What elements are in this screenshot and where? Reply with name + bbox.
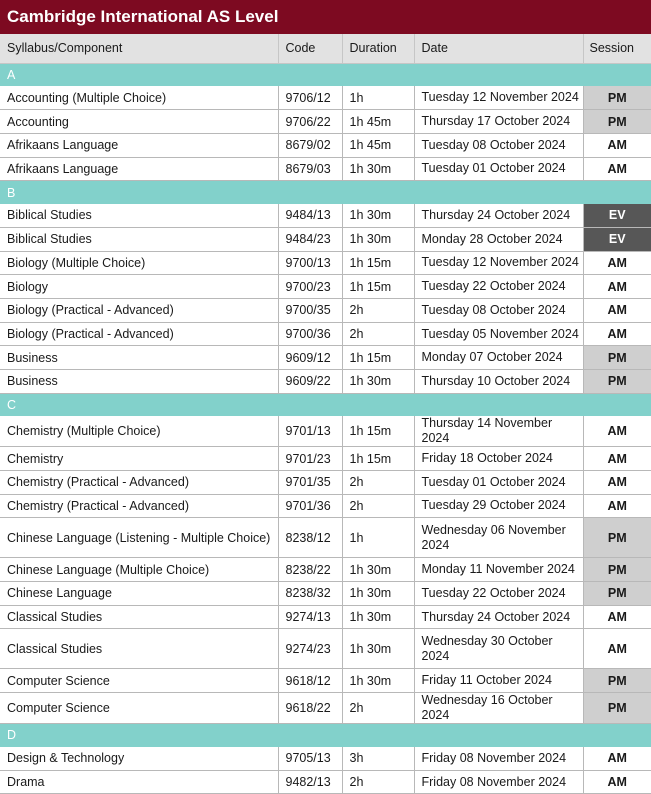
- group-header-row: [0, 181, 651, 204]
- syllabus-cell: Computer Science: [0, 669, 278, 693]
- table-row: [0, 157, 651, 181]
- syllabus-cell: Design & Technology: [0, 747, 278, 771]
- syllabus-cell: Business: [0, 346, 278, 370]
- session-badge: EV: [583, 204, 651, 228]
- duration-cell: 2h: [342, 322, 414, 346]
- duration-cell: 1h 15m: [342, 346, 414, 370]
- session-badge: PM: [583, 518, 651, 558]
- syllabus-cell: Biblical Studies: [0, 204, 278, 228]
- syllabus-cell: Chemistry (Multiple Choice): [0, 416, 278, 447]
- syllabus-cell: Afrikaans Language: [0, 133, 278, 157]
- table-row: [0, 470, 651, 494]
- syllabus-cell: Biology: [0, 275, 278, 299]
- date-cell: Monday 28 October 2024: [414, 227, 583, 251]
- table-row: [0, 322, 651, 346]
- table-row: [0, 133, 651, 157]
- header-date: Date: [414, 34, 583, 63]
- table-row: [0, 747, 651, 771]
- syllabus-cell: Chemistry (Practical - Advanced): [0, 470, 278, 494]
- date-cell: Tuesday 05 November 2024: [414, 322, 583, 346]
- duration-cell: 2h: [342, 299, 414, 323]
- code-cell: 9609/22: [278, 370, 342, 394]
- code-cell: 9274/13: [278, 605, 342, 629]
- session-badge: PM: [583, 558, 651, 582]
- session-badge: PM: [583, 346, 651, 370]
- session-badge: AM: [583, 416, 651, 447]
- session-badge: AM: [583, 747, 651, 771]
- table-row: [0, 629, 651, 669]
- group-letter: C: [0, 393, 651, 416]
- timetable-body: [0, 63, 651, 794]
- session-badge: AM: [583, 770, 651, 794]
- syllabus-cell: Biology (Multiple Choice): [0, 251, 278, 275]
- session-badge: AM: [583, 494, 651, 518]
- session-badge: AM: [583, 157, 651, 181]
- code-cell: 9701/36: [278, 494, 342, 518]
- code-cell: 9700/13: [278, 251, 342, 275]
- code-cell: 9484/23: [278, 227, 342, 251]
- duration-cell: 1h 30m: [342, 629, 414, 669]
- session-badge: AM: [583, 605, 651, 629]
- table-row: [0, 558, 651, 582]
- duration-cell: 2h: [342, 770, 414, 794]
- syllabus-cell: Business: [0, 370, 278, 394]
- code-cell: 8238/32: [278, 582, 342, 606]
- syllabus-cell: Afrikaans Language: [0, 157, 278, 181]
- table-row: [0, 346, 651, 370]
- session-badge: AM: [583, 299, 651, 323]
- date-cell: Wednesday 30 October 2024: [414, 629, 583, 669]
- duration-cell: 3h: [342, 747, 414, 771]
- session-badge: EV: [583, 227, 651, 251]
- group-letter: B: [0, 181, 651, 204]
- duration-cell: 1h 30m: [342, 582, 414, 606]
- duration-cell: 1h 15m: [342, 447, 414, 471]
- session-badge: AM: [583, 322, 651, 346]
- duration-cell: 1h 45m: [342, 110, 414, 134]
- syllabus-cell: Computer Science: [0, 693, 278, 724]
- date-cell: Tuesday 01 October 2024: [414, 157, 583, 181]
- date-cell: Tuesday 29 October 2024: [414, 494, 583, 518]
- code-cell: 9701/13: [278, 416, 342, 447]
- date-cell: Monday 07 October 2024: [414, 346, 583, 370]
- syllabus-cell: Classical Studies: [0, 629, 278, 669]
- session-badge: PM: [583, 669, 651, 693]
- code-cell: 9618/12: [278, 669, 342, 693]
- session-badge: AM: [583, 133, 651, 157]
- duration-cell: 1h 30m: [342, 605, 414, 629]
- code-cell: 9700/36: [278, 322, 342, 346]
- session-badge: AM: [583, 275, 651, 299]
- duration-cell: 1h: [342, 86, 414, 110]
- syllabus-cell: Chinese Language: [0, 582, 278, 606]
- duration-cell: 1h 30m: [342, 157, 414, 181]
- exam-timetable: [0, 34, 651, 794]
- header-code: Code: [278, 34, 342, 63]
- table-row: [0, 447, 651, 471]
- date-cell: Monday 11 November 2024: [414, 558, 583, 582]
- date-cell: Thursday 24 October 2024: [414, 204, 583, 228]
- session-badge: PM: [583, 693, 651, 724]
- duration-cell: 1h: [342, 518, 414, 558]
- code-cell: 8679/02: [278, 133, 342, 157]
- duration-cell: 1h 30m: [342, 204, 414, 228]
- syllabus-cell: Chemistry: [0, 447, 278, 471]
- code-cell: 9701/23: [278, 447, 342, 471]
- table-row: [0, 770, 651, 794]
- date-cell: Friday 08 November 2024: [414, 747, 583, 771]
- table-row: [0, 86, 651, 110]
- syllabus-cell: Accounting (Multiple Choice): [0, 86, 278, 110]
- group-letter: A: [0, 63, 651, 86]
- group-header-row: [0, 393, 651, 416]
- duration-cell: 1h 45m: [342, 133, 414, 157]
- session-badge: PM: [583, 370, 651, 394]
- header-syllabus: Syllabus/Component: [0, 34, 278, 63]
- code-cell: 9705/13: [278, 747, 342, 771]
- group-header-row: [0, 63, 651, 86]
- code-cell: 8238/12: [278, 518, 342, 558]
- duration-cell: 1h 30m: [342, 669, 414, 693]
- session-badge: AM: [583, 251, 651, 275]
- code-cell: 9484/13: [278, 204, 342, 228]
- syllabus-cell: Chemistry (Practical - Advanced): [0, 494, 278, 518]
- date-cell: Tuesday 01 October 2024: [414, 470, 583, 494]
- table-row: [0, 251, 651, 275]
- date-cell: Thursday 24 October 2024: [414, 605, 583, 629]
- date-cell: Friday 11 October 2024: [414, 669, 583, 693]
- code-cell: 9274/23: [278, 629, 342, 669]
- code-cell: 9700/35: [278, 299, 342, 323]
- code-cell: 9700/23: [278, 275, 342, 299]
- date-cell: Thursday 14 November 2024: [414, 416, 583, 447]
- syllabus-cell: Accounting: [0, 110, 278, 134]
- date-cell: Friday 18 October 2024: [414, 447, 583, 471]
- duration-cell: 1h 15m: [342, 416, 414, 447]
- date-cell: Wednesday 16 October 2024: [414, 693, 583, 724]
- date-cell: Thursday 17 October 2024: [414, 110, 583, 134]
- duration-cell: 2h: [342, 693, 414, 724]
- date-cell: Tuesday 22 October 2024: [414, 582, 583, 606]
- code-cell: 9706/22: [278, 110, 342, 134]
- date-cell: Tuesday 12 November 2024: [414, 251, 583, 275]
- table-row: [0, 693, 651, 724]
- date-cell: Thursday 10 October 2024: [414, 370, 583, 394]
- table-row: [0, 275, 651, 299]
- syllabus-cell: Chinese Language (Multiple Choice): [0, 558, 278, 582]
- code-cell: 9701/35: [278, 470, 342, 494]
- session-badge: AM: [583, 629, 651, 669]
- duration-cell: 2h: [342, 470, 414, 494]
- syllabus-cell: Classical Studies: [0, 605, 278, 629]
- duration-cell: 1h 30m: [342, 370, 414, 394]
- duration-cell: 1h 30m: [342, 227, 414, 251]
- date-cell: Tuesday 08 October 2024: [414, 133, 583, 157]
- table-row: [0, 518, 651, 558]
- date-cell: Tuesday 12 November 2024: [414, 86, 583, 110]
- date-cell: Wednesday 06 November 2024: [414, 518, 583, 558]
- syllabus-cell: Biblical Studies: [0, 227, 278, 251]
- session-badge: PM: [583, 582, 651, 606]
- table-row: [0, 582, 651, 606]
- code-cell: 9482/13: [278, 770, 342, 794]
- table-row: [0, 204, 651, 228]
- session-badge: PM: [583, 110, 651, 134]
- duration-cell: 2h: [342, 494, 414, 518]
- table-row: [0, 299, 651, 323]
- header-row: [0, 34, 651, 63]
- duration-cell: 1h 15m: [342, 275, 414, 299]
- header-session: Session: [583, 34, 651, 63]
- syllabus-cell: Chinese Language (Listening - Multiple Choice): [0, 518, 278, 558]
- code-cell: 9706/12: [278, 86, 342, 110]
- code-cell: 8679/03: [278, 157, 342, 181]
- table-row: [0, 416, 651, 447]
- group-letter: D: [0, 724, 651, 747]
- duration-cell: 1h 15m: [342, 251, 414, 275]
- date-cell: Friday 08 November 2024: [414, 770, 583, 794]
- session-badge: PM: [583, 86, 651, 110]
- table-row: [0, 669, 651, 693]
- duration-cell: 1h 30m: [342, 558, 414, 582]
- session-badge: AM: [583, 470, 651, 494]
- code-cell: 9609/12: [278, 346, 342, 370]
- code-cell: 9618/22: [278, 693, 342, 724]
- date-cell: Tuesday 22 October 2024: [414, 275, 583, 299]
- syllabus-cell: Biology (Practical - Advanced): [0, 299, 278, 323]
- page-title: Cambridge International AS Level: [0, 0, 651, 34]
- table-row: [0, 370, 651, 394]
- syllabus-cell: Drama: [0, 770, 278, 794]
- table-row: [0, 110, 651, 134]
- code-cell: 8238/22: [278, 558, 342, 582]
- session-badge: AM: [583, 447, 651, 471]
- date-cell: Tuesday 08 October 2024: [414, 299, 583, 323]
- table-row: [0, 605, 651, 629]
- header-duration: Duration: [342, 34, 414, 63]
- table-row: [0, 227, 651, 251]
- syllabus-cell: Biology (Practical - Advanced): [0, 322, 278, 346]
- group-header-row: [0, 724, 651, 747]
- table-row: [0, 494, 651, 518]
